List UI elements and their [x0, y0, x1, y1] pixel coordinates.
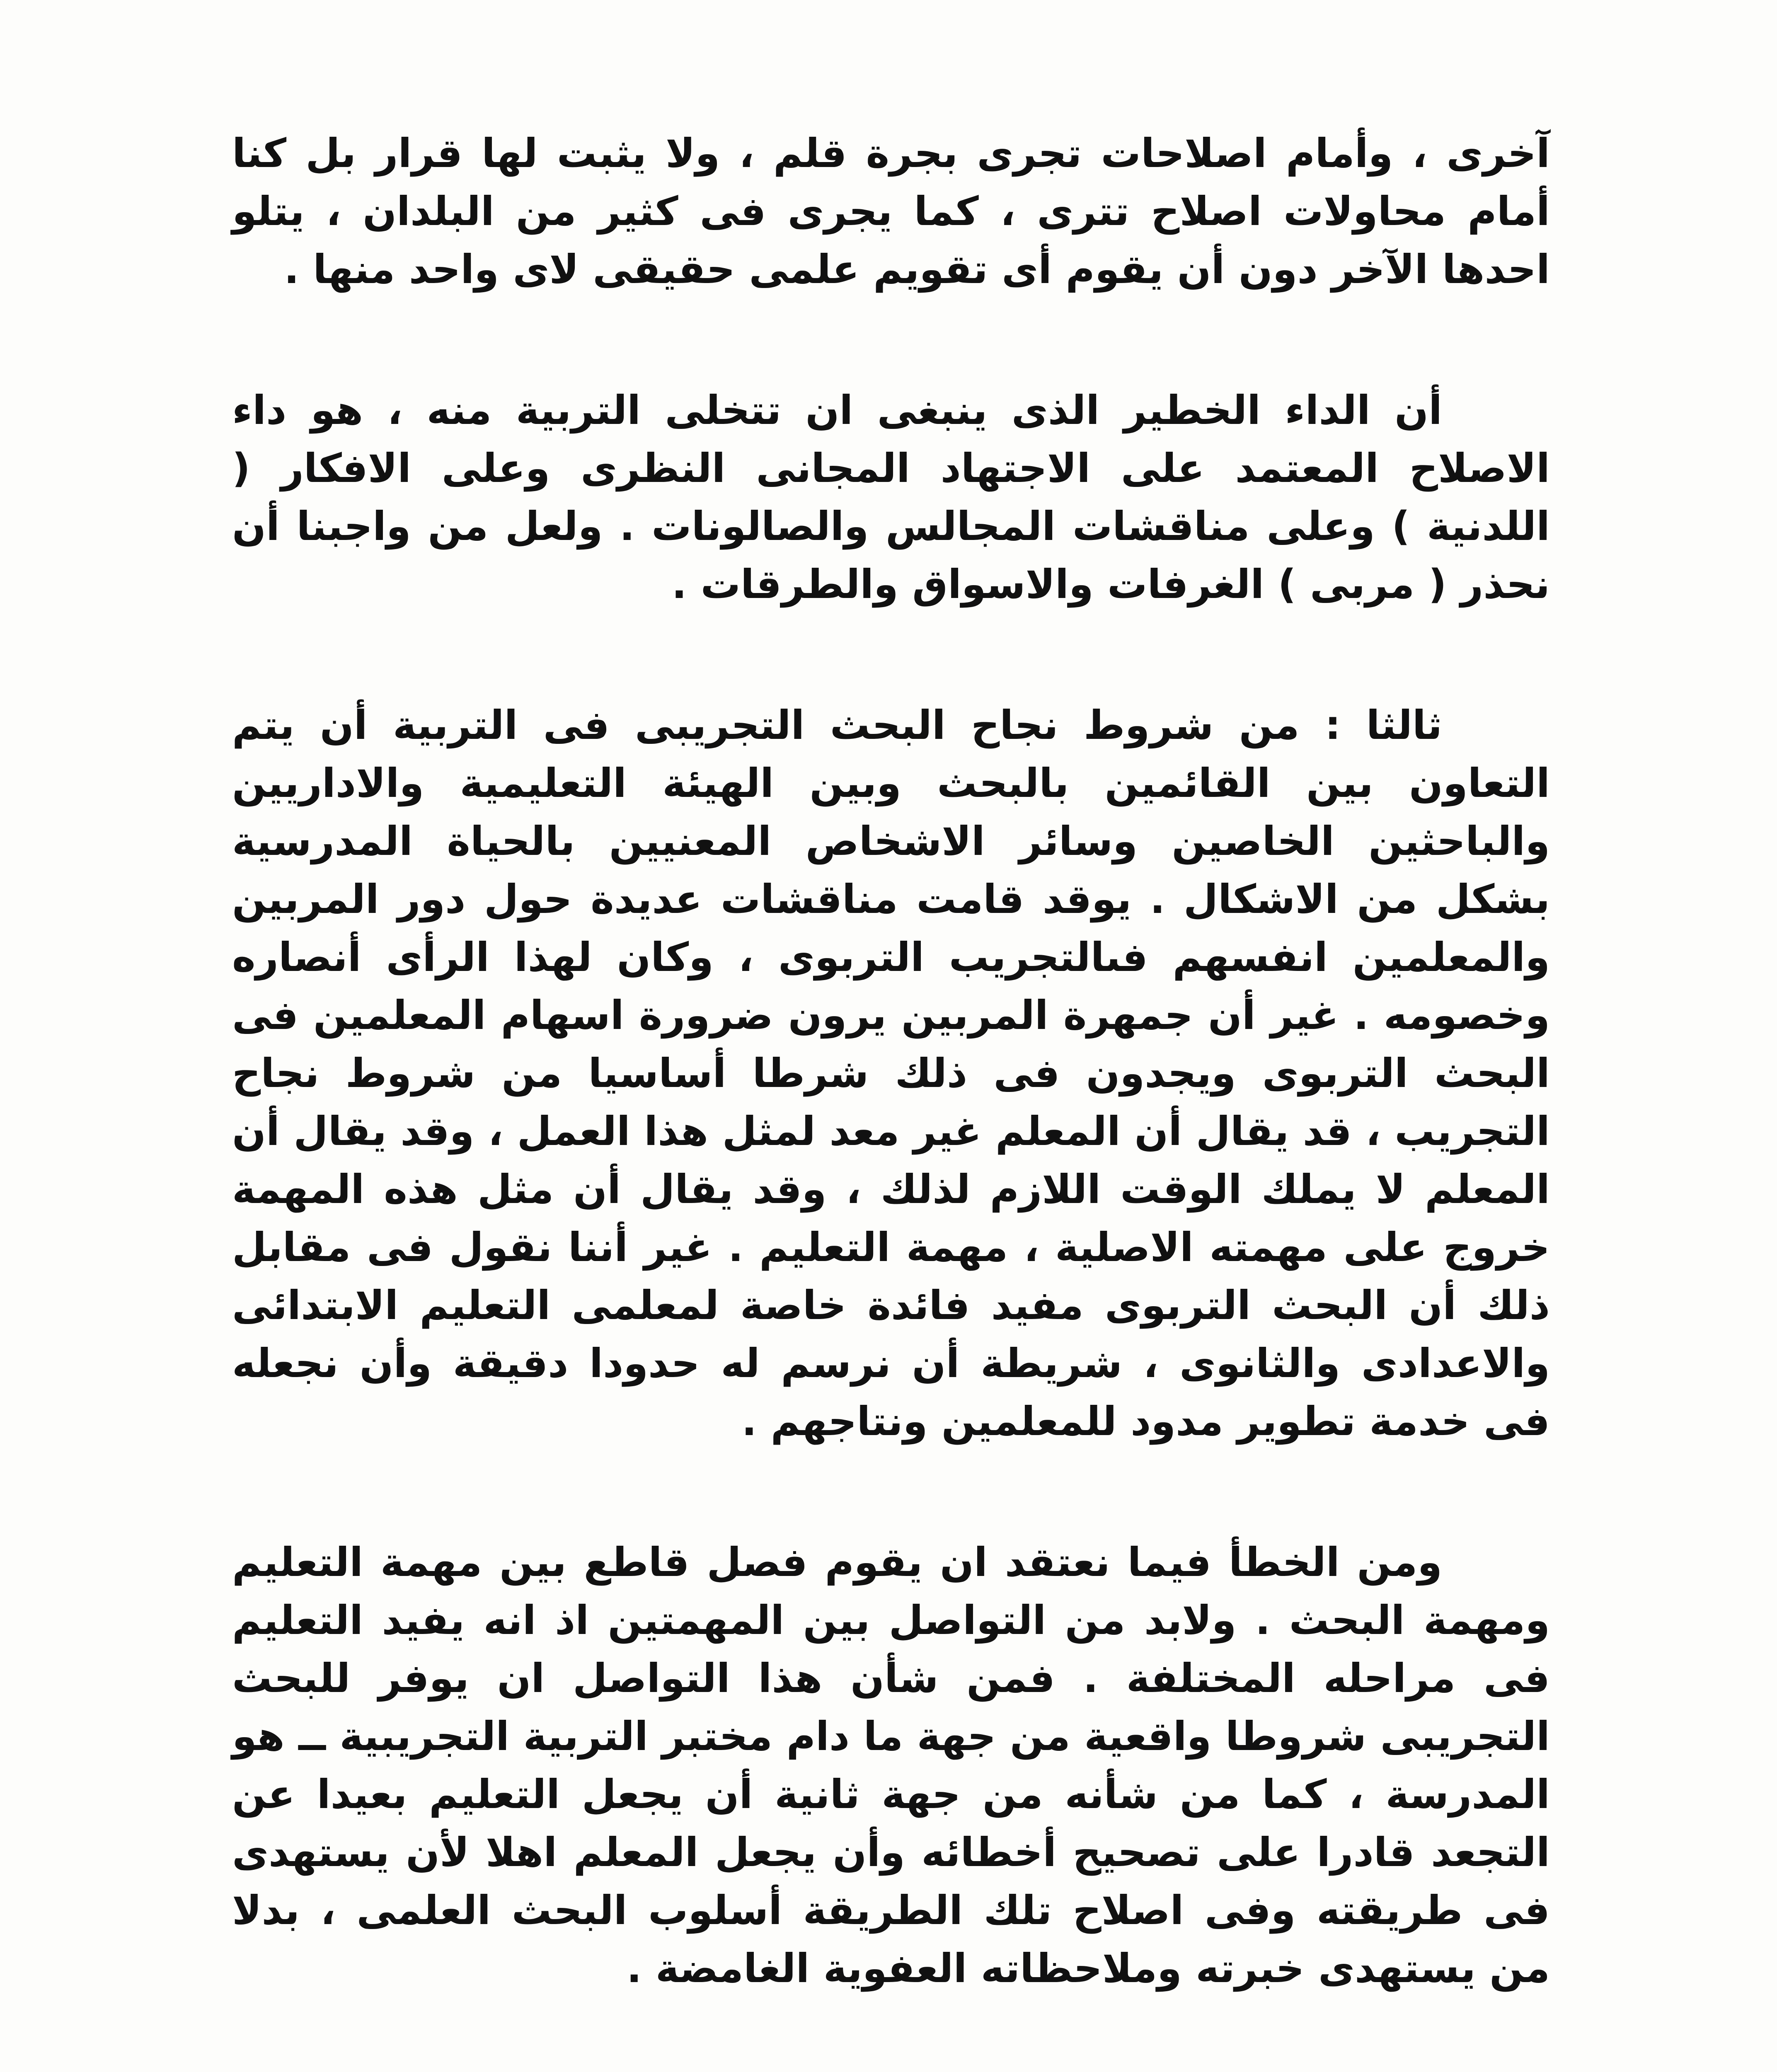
paragraph-4: ومن الخطأ فيما نعتقد ان يقوم فصل قاطع بين مهمة التعليم ومهمة البحث . ولابد من التواصل بين المهمتين اذ انه يفيد التعليم فى مراحله المختلفة . فمن شأن هذا التواصل ان يوفر للبحث التجريبى شروطا واقعية من جهة ما دام مختبر التربية التجريبية ــ هو المدرسة ، كما من شأنه من جهة ثانية أن يجعل التعليم بعيدا عن التجعد قادرا على تصحيح أخطائه وأن يجعل المعلم اهلا لأن يستهدى فى طريقته وفى اصلاح تلك الطريقة أسلوب البحث العلمى ، بدلا من يستهدى خبرته وملاحظاته العفوية الغامضة . — [232, 1539, 1550, 1992]
paragraph-2: أن الداء الخطير الذى ينبغى ان تتخلى التربية منه ، هو داء الاصلاح المعتمد على الاجتهاد المجانى النظرى وعلى الافكار ( اللدنية ) وعلى مناقشات المجالس والصالونات . ولعل من واجبنا أن نحذر ( مربى ) الغرفات والاسواق والطرقات . — [232, 387, 1550, 608]
paragraph-1: آخرى ، وأمام اصلاحات تجرى بجرة قلم ، ولا يثبت لها قرار بل كنا أمام محاولات اصلاح تترى ، كما يجرى فى كثير من البلدان ، يتلو احدها الآخر دون أن يقوم أى تقويم علمى حقيقى لاى واحد منها . — [232, 130, 1550, 293]
body-text — [232, 124, 1550, 2072]
paragraph-3: ثالثا : من شروط نجاح البحث التجريبى فى التربية أن يتم التعاون بين القائمين بالبحث وبين الهيئة التعليمية والاداريين والباحثين الخاصين وسائر الاشخاص المعنيين بالحياة المدرسية بشكل من الاشكال . يوقد قامت مناقشات عديدة حول دور المربين والمعلمين انفسهم فىالتجريب التربوى ، وكان لهذا الرأى أنصاره وخصومه . غير أن جمهرة المربين يرون ضرورة اسهام المعلمين فى البحث التربوى ويجدون فى ذلك شرطا أساسيا من شروط نجاح التجريب ، قد يقال أن المعلم غير معد لمثل هذا العمل ، وقد يقال أن المعلم لا يملك الوقت اللازم لذلك ، وقد يقال أن مثل هذه المهمة خروج على مهمته الاصلية ، مهمة التعليم . غير أننا نقول فى مقابل ذلك أن البحث التربوى مفيد فائدة خاصة لمعلمى التعليم الابتدائى والاعدادى والثانوى ، شريطة أن نرسم له حدودا دقيقة وأن نجعله فى خدمة تطوير مدود للمعلمين ونتاجهم . — [232, 702, 1550, 1445]
